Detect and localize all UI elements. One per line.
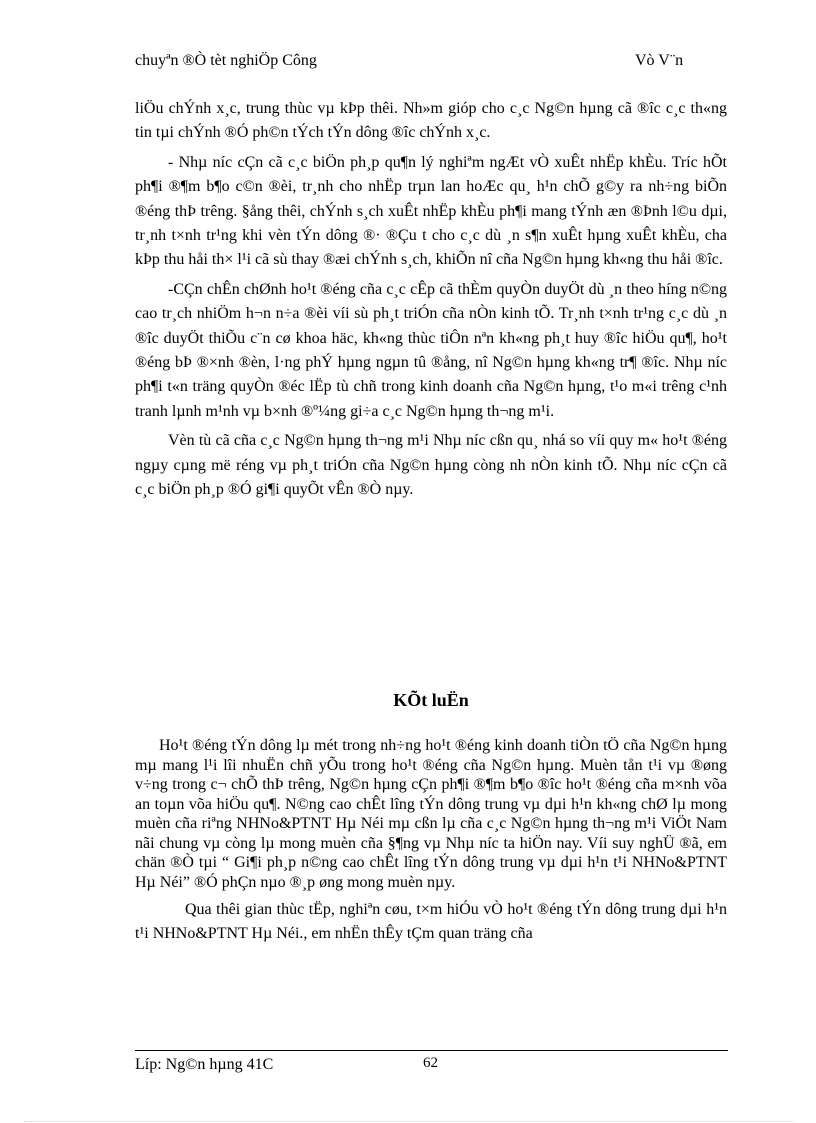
footer-class-label: Líp: Ng©n hµng 41C xyxy=(135,1056,274,1073)
header-title: chuyªn ®Ò tèt nghiÖp Công xyxy=(135,52,317,69)
section-heading: KÕt luËn xyxy=(393,690,469,710)
page-edge-divider xyxy=(24,1121,794,1122)
conclusion-text xyxy=(135,736,727,952)
paragraph: Vèn tù cã cña c¸c Ng©n hµng th¬ng m¹i Nhµ níc cßn qu¸ nhá so víi quy m« ho¹t ®éng ngµy cµng më réng vµ ph¸t triÓn cña Ng©n hµng còng nh nÒn kinh tÕ. Nhµ níc cÇn cã c¸c biÖn ph¸p ®Ó gi¶i quyÕt vÊn ®Ò nµy. xyxy=(135,432,727,499)
paragraph: Ho¹t ®éng tÝn dông lµ mét trong nh÷ng ho¹t ®éng kinh doanh tiÒn tÖ cña Ng©n hµng mµ mang l¹i lîi nhuËn chñ yÕu trong ho¹t ®éng cña Ng©n hµng. Muèn tån t¹i vµ ®øng v÷ng trong c¬ chÕ thÞ trêng, Ng©n hµng cÇn ph¶i ®¶m b¶o ®îc ho¹t ®éng cña m×nh võa an toµn võa hiÖu qu¶. N©ng cao chÊt lîng tÝn dông trung vµ dµi h¹n kh«ng chØ lµ mong muèn cña riªng NHNo&PTNT Hµ Néi mµ cßn lµ cña c¸c Ng©n hµng th¬ng m¹i ViÖt Nam nãi chung vµ còng lµ mong muèn cña §¶ng vµ Nhµ níc ta hiÖn nay. Víi suy nghÜ ®ã, em chän ®Ò tµi “ Gi¶i ph¸p n©ng cao chÊt lîng tÝn dông trung vµ dµi h¹n t¹i NHNo&PTNT Hµ Néi” ®Ó phÇn nµo ®¸p øng mong muèn nµy. xyxy=(135,737,727,891)
paragraph: Qua thêi gian thùc tËp, nghiªn cøu, t×m hiÓu vÒ ho¹t ®éng tÝn dông trung dµi h¹n t¹i NHNo&PTNT Hµ Néi., em nhËn thÊy tÇm quan träng cña xyxy=(135,901,727,942)
footer-divider xyxy=(135,1050,728,1051)
paragraph: -CÇn chÊn chØnh ho¹t ®éng cña c¸c cÊp cã thÈm quyÒn duyÖt dù ¸n theo híng n©ng cao tr¸ch nhiÖm h¬n n÷a ®èi víi sù ph¸t triÓn cña nÒn kinh tÕ. Tr¸nh t×nh tr¹ng c¸c dù ¸n ®îc duyÖt thiÕu c¨n cø khoa häc, kh«ng thùc tiÔn nªn kh«ng ph¸t huy ®îc hiÖu qu¶, ho¹t ®éng bÞ ®×nh ®èn, l·ng phÝ hµng ngµn tû ®ång, nî Ng©n hµng kh«ng tr¶ ®îc. Nhµ níc ph¶i t«n träng quyÒn ®éc lËp tù chñ trong kinh doanh cña Ng©n hµng, t¹o m«i trêng c¹nh tranh lµnh m¹nh vµ b×nh ®º¼ng gi÷a c¸c Ng©n hµng th¬ng m¹i. xyxy=(135,280,727,420)
page-number: 62 xyxy=(423,1055,438,1071)
body-text xyxy=(135,97,727,508)
header-author: Vò V¨n xyxy=(635,52,684,69)
paragraph: liÖu chÝnh x¸c, trung thùc vµ kÞp thêi. Nh»m gióp cho c¸c Ng©n hµng cã ®îc c¸c th«ng tin tµi chÝnh ®Ó ph©n tÝch tÝn dông ®îc chÝnh x¸c. xyxy=(135,100,727,142)
paragraph: - Nhµ níc cÇn cã c¸c biÖn ph¸p qu¶n lý nghiªm ngÆt vÒ xuÊt nhËp khÈu. Tríc hÕt ph¶i ®¶m b¶o c©n ®èi, tr¸nh cho nhËp trµn lan hoÆc qu¸ h¹n chÕ g©y ra nh÷ng biÕn ®éng thÞ trêng. §ång thêi, chÝnh s¸ch xuÊt nhËp khÈu ph¶i mang tÝnh æn ®Þnh l©u dµi, tr¸nh t×nh tr¹ng khi vèn tÝn dông ®· ®Çu t cho c¸c dù ¸n s¶n xuÊt hµng xuÊt khÈu, cha kÞp thu håi th× l¹i cã sù thay ®æi chÝnh s¸ch, khiÕn nî cña Ng©n hµng kh«ng thu håi ®îc. xyxy=(135,153,727,269)
